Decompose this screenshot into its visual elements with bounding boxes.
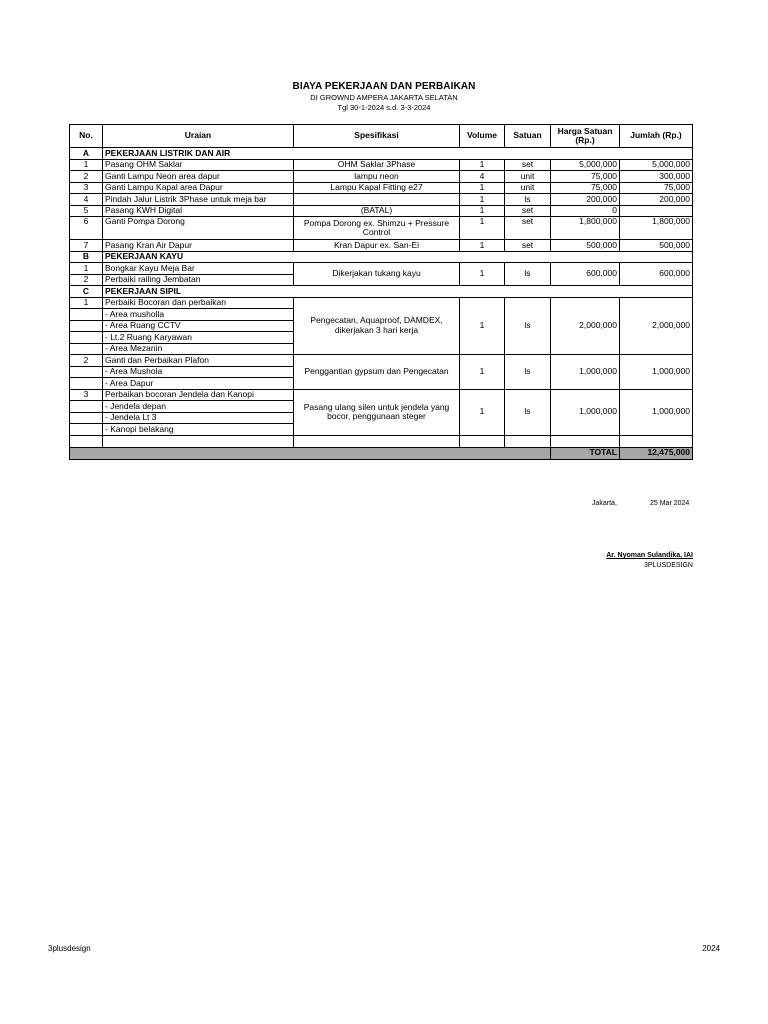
- cell-uraian-sub: - Area Dapur: [103, 378, 294, 390]
- section-row-b: [70, 251, 693, 263]
- table-row: [70, 240, 693, 252]
- empty-cell: [551, 435, 620, 447]
- signature-block: [606, 551, 693, 571]
- cell-uraian: Ganti Pompa Dorong: [103, 217, 294, 240]
- cell-spesifikasi: Lampu Kapal Fitting e27: [294, 182, 460, 194]
- cell-uraian: Perbaikan bocoran Jendela dan Kanopi: [103, 389, 294, 401]
- cell-jumlah: 600,000: [620, 263, 693, 286]
- cell-no: [70, 343, 103, 355]
- total-label: TOTAL: [551, 447, 620, 459]
- cell-no: 2: [70, 274, 103, 286]
- cell-no: [70, 424, 103, 436]
- table-row: [70, 263, 693, 275]
- cell-volume: 1: [460, 355, 505, 390]
- cost-table: [69, 124, 693, 460]
- cell-satuan: unit: [505, 182, 551, 194]
- signature-date: 25 Mar 2024: [650, 500, 690, 507]
- cell-spesifikasi: Pompa Dorong ex. Shimzu + Pressure Control: [294, 217, 460, 240]
- header-spesifikasi: Spesifikasi: [294, 125, 460, 148]
- cell-harga: 5,000,000: [551, 159, 620, 171]
- footer-left: 3plusdesign: [48, 944, 91, 953]
- cell-jumlah: 300,000: [620, 171, 693, 183]
- section-code: B: [70, 251, 103, 263]
- cell-spesifikasi: OHM Saklar 3Phase: [294, 159, 460, 171]
- total-row: [70, 447, 693, 459]
- header-uraian: Uraian: [103, 125, 294, 148]
- table-row: [70, 205, 693, 217]
- header-harga-line1: Harga Satuan: [557, 125, 613, 136]
- cell-no: 2: [70, 171, 103, 183]
- cell-uraian-sub: - Lt.2 Ruang Karyawan: [103, 332, 294, 344]
- cell-spesifikasi: Pasang ulang silen untuk jendela yang bocor, penggunaan steger: [294, 389, 460, 435]
- cell-volume: 1: [460, 205, 505, 217]
- cell-harga: 1,000,000: [551, 355, 620, 390]
- cell-uraian: Pasang Kran Air Dapur: [103, 240, 294, 252]
- cell-volume: 1: [460, 389, 505, 435]
- cell-uraian: Ganti Lampu Kapal area Dapur: [103, 182, 294, 194]
- cell-uraian-sub: - Kanopi belakang: [103, 424, 294, 436]
- document-title: BIAYA PEKERJAAN DAN PERBAIKAN: [292, 81, 476, 92]
- table-row: [70, 355, 693, 367]
- cell-no: [70, 401, 103, 413]
- cell-satuan: set: [505, 240, 551, 252]
- cell-no: [70, 412, 103, 424]
- cell-harga: 2,000,000: [551, 297, 620, 355]
- cell-no: [70, 366, 103, 378]
- cell-harga: 0: [551, 205, 620, 217]
- empty-cell: [294, 435, 460, 447]
- header-no: No.: [70, 125, 103, 148]
- cell-harga: 1,800,000: [551, 217, 620, 240]
- table-row: [70, 217, 693, 240]
- section-row-c: [70, 286, 693, 298]
- cell-no: [70, 309, 103, 321]
- section-title: PEKERJAAN SIPIL: [103, 286, 693, 298]
- cell-spesifikasi: Pengecatan, Aquaproof, DAMDEX, dikerjakan 3 hari kerja: [294, 297, 460, 355]
- empty-cell: [505, 435, 551, 447]
- cell-volume: 4: [460, 171, 505, 183]
- cell-uraian: Pindah Jalur Listrik 3Phase untuk meja bar: [103, 194, 294, 206]
- cell-uraian: Pasang OHM Saklar: [103, 159, 294, 171]
- table-row: [70, 171, 693, 183]
- cell-spesifikasi: (BATAL): [294, 205, 460, 217]
- cell-volume: 1: [460, 297, 505, 355]
- cell-uraian-sub: - Area Mushola: [103, 366, 294, 378]
- cell-no: 6: [70, 217, 103, 240]
- cell-satuan: ls: [505, 263, 551, 286]
- empty-cell: [620, 435, 693, 447]
- section-code: A: [70, 148, 103, 160]
- cell-uraian: Perbaiki Bocoran dan perbaikan: [103, 297, 294, 309]
- cell-harga: 75,000: [551, 182, 620, 194]
- cell-no: 3: [70, 182, 103, 194]
- document-period: Tgl 30-1-2024 s.d. 3-3-2024: [337, 103, 431, 112]
- cell-jumlah: 5,000,000: [620, 159, 693, 171]
- table-row: [70, 182, 693, 194]
- cell-spesifikasi: Penggantian gypsum dan Pengecatan: [294, 355, 460, 390]
- cell-satuan: set: [505, 217, 551, 240]
- cell-uraian-sub: - Area Mezanin: [103, 343, 294, 355]
- cell-uraian: Pasang KWH Digital: [103, 205, 294, 217]
- cell-uraian-sub: - Area musholla: [103, 309, 294, 321]
- cell-jumlah: 500,000: [620, 240, 693, 252]
- cell-jumlah: 1,800,000: [620, 217, 693, 240]
- cell-satuan: ls: [505, 297, 551, 355]
- cell-volume: 1: [460, 217, 505, 240]
- cell-spesifikasi: Dikerjakan tukang kayu: [294, 263, 460, 286]
- cell-no: 2: [70, 355, 103, 367]
- empty-cell: [70, 435, 103, 447]
- cell-jumlah: 75,000: [620, 182, 693, 194]
- cell-jumlah: 2,000,000: [620, 297, 693, 355]
- cell-harga: 75,000: [551, 171, 620, 183]
- cell-harga: 600,000: [551, 263, 620, 286]
- cell-volume: 1: [460, 159, 505, 171]
- cell-harga: 1,000,000: [551, 389, 620, 435]
- cell-no: 7: [70, 240, 103, 252]
- cell-uraian: Ganti dan Perbaikan Plafon: [103, 355, 294, 367]
- table-row: [70, 389, 693, 401]
- cell-uraian: Bongkar Kayu Meja Bar: [103, 263, 294, 275]
- cell-no: 1: [70, 159, 103, 171]
- cell-spesifikasi: Kran Dapur ex. San-Ei: [294, 240, 460, 252]
- document-subtitle: DI GROWND AMPERA JAKARTA SELATAN: [310, 93, 458, 102]
- cell-satuan: set: [505, 205, 551, 217]
- cell-satuan: ls: [505, 194, 551, 206]
- header-jumlah: Jumlah (Rp.): [620, 125, 693, 148]
- section-code: C: [70, 286, 103, 298]
- table-row-empty: [70, 435, 693, 447]
- cell-uraian-sub: - Area Ruang CCTV: [103, 320, 294, 332]
- cell-harga: 200,000: [551, 194, 620, 206]
- signer-name: Ar. Nyoman Sulandika, IAI: [606, 552, 693, 559]
- total-fill: [70, 447, 551, 459]
- cell-uraian-sub: - Jendela Lt 3: [103, 412, 294, 424]
- table-row: [70, 194, 693, 206]
- cell-no: [70, 320, 103, 332]
- cell-uraian: Ganti Lampu Neon area dapur: [103, 171, 294, 183]
- cell-no: 4: [70, 194, 103, 206]
- cell-satuan: set: [505, 159, 551, 171]
- header-satuan: Satuan: [505, 125, 551, 148]
- section-title: PEKERJAAN KAYU: [103, 251, 693, 263]
- footer-right: 2024: [702, 944, 720, 953]
- cell-volume: 1: [460, 263, 505, 286]
- signature-place: Jakarta,: [592, 500, 617, 507]
- cell-volume: 1: [460, 240, 505, 252]
- cell-satuan: ls: [505, 355, 551, 390]
- total-value: 12,475,000: [620, 447, 693, 459]
- cell-harga: 500,000: [551, 240, 620, 252]
- header-volume: Volume: [460, 125, 505, 148]
- cell-uraian-sub: - Jendela depan: [103, 401, 294, 413]
- cell-spesifikasi: lampu neon: [294, 171, 460, 183]
- cell-spesifikasi: [294, 194, 460, 206]
- document-header: [0, 80, 768, 113]
- empty-cell: [103, 435, 294, 447]
- cell-jumlah: 1,000,000: [620, 355, 693, 390]
- cell-satuan: unit: [505, 171, 551, 183]
- cell-no: 3: [70, 389, 103, 401]
- table-header-row: [70, 125, 693, 148]
- cell-volume: 1: [460, 194, 505, 206]
- cell-no: [70, 378, 103, 390]
- cell-jumlah: 200,000: [620, 194, 693, 206]
- cell-no: 1: [70, 263, 103, 275]
- table-row: [70, 297, 693, 309]
- signer-company: 3PLUSDESIGN: [643, 562, 693, 569]
- empty-cell: [460, 435, 505, 447]
- section-title: PEKERJAAN LISTRIK DAN AIR: [103, 148, 693, 160]
- cell-jumlah: 1,000,000: [620, 389, 693, 435]
- cell-volume: 1: [460, 182, 505, 194]
- header-harga-line2: (Rp.): [575, 135, 595, 145]
- cell-jumlah: [620, 205, 693, 217]
- cell-satuan: ls: [505, 389, 551, 435]
- section-row-a: [70, 148, 693, 160]
- cell-no: 1: [70, 297, 103, 309]
- header-harga-satuan: [551, 125, 620, 148]
- cell-no: 5: [70, 205, 103, 217]
- cell-no: [70, 332, 103, 344]
- cell-uraian: Perbaiki railing Jembatan: [103, 274, 294, 286]
- table-row: [70, 159, 693, 171]
